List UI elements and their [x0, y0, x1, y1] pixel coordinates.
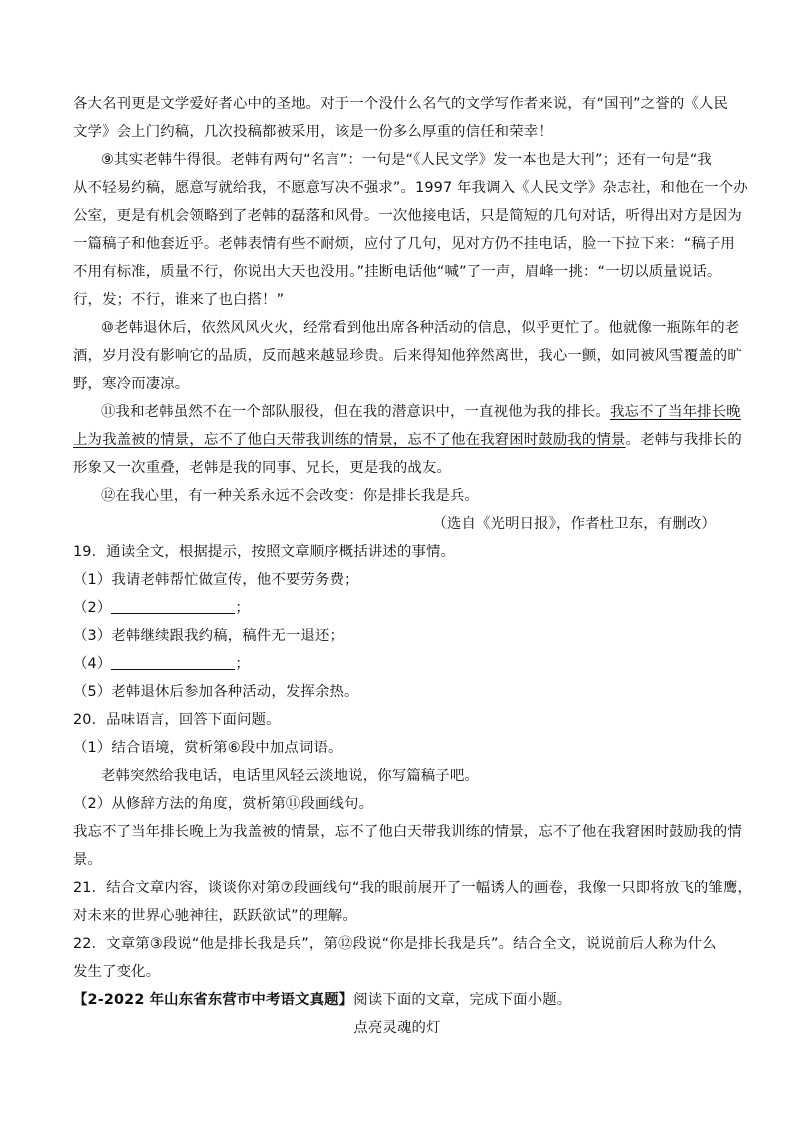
paragraph-12-line: ⑫在我心里，有一种关系永远不会改变：你是排长我是兵。: [101, 488, 480, 504]
answer-blank[interactable]: [111, 655, 235, 670]
underlined-sentence: 上为我盖被的情景，忘不了他白天带我训练的情景，忘不了他在我窘困时鼓励我的情景: [73, 432, 626, 448]
question-19-item-3: （3）老韩继续跟我约稿，稿件无一退还；: [73, 628, 345, 644]
question-19-item-1: （1）我请老韩帮忙做宣传，他不要劳务费；: [73, 572, 359, 588]
paragraph-line: 野，寒冷而凄凉。: [73, 376, 190, 392]
question-22: 22．文章第③段说“他是排长我是兵”，第⑫段说“你是排长我是兵”。结合全文，说说前后人称为什么: [73, 936, 717, 952]
question-19: 19．通读全文，根据提示，按照文章顺序概括讲述的事情。: [73, 544, 456, 560]
question-19-item-4: [73, 654, 723, 674]
question-22: 发生了变化。: [73, 964, 161, 980]
question-20-quote-2: 景。: [73, 852, 103, 868]
paragraph-line: 行，发；不行，谁来了也白搭！”: [73, 292, 285, 308]
question-19-item-2: [73, 598, 723, 618]
paragraph-line: 不用有标准，质量不行，你说出大天也没用。”挂断电话他“喊”了一声，眉峰一挑：“一切以质量说话。: [73, 264, 722, 280]
paragraph-line: [73, 430, 742, 450]
question-20-item-1: （1）结合语境，赏析第⑥段中加点词语。: [73, 740, 343, 756]
paragraph-11-line: [101, 402, 741, 422]
paragraph-line: 各大名刊更是文学爱好者心中的圣地。对于一个没什么名气的文学写作者来说，有“国刊”之誉的《人民: [73, 96, 729, 112]
plain-text: ⑪我和老韩虽然不在一个部队服役，但在我的潜意识中，一直视他为我的排长。: [101, 404, 610, 420]
source-tag: 【2-2022 年山东省东营市中考语文真题】: [73, 992, 354, 1008]
question-20-item-2: （2）从修辞方法的角度，赏析第⑪段画线句。: [73, 796, 374, 812]
article-title: 点亮灵魂的灯: [353, 1020, 441, 1036]
plain-text: 。老韩与我排长的: [625, 432, 742, 448]
question-21: 21．结合文章内容，谈谈你对第⑦段画线句“我的眼前展开了一幅诱人的画卷，我像一只即将放飞的雏鹰，: [73, 880, 753, 896]
paragraph-line: 一篇稿子和他套近乎。老韩表情有些不耐烦，应付了几句，见对方仍不挂电话，脸一下拉下来：“稿子用: [73, 236, 735, 252]
paragraph-line: 公室，更是有机会领略到了老韩的磊落和风骨。一次他接电话，只是简短的几句对话，听得出对方是因为: [73, 208, 742, 224]
question-20: 20．品味语言，回答下面问题。: [73, 712, 281, 728]
underlined-sentence: 我忘不了当年排长晚: [609, 404, 741, 420]
paragraph-line: 形象又一次重叠，老韩是我的同事、兄长，更是我的战友。: [73, 460, 452, 476]
paragraph-9-line: ⑨其实老韩牛得很。老韩有两句“名言”：一句是“《人民文学》发一本也是大刊”；还有一句是“我: [101, 152, 712, 168]
question-20-quote-1: 老韩突然给我电话，电话里风轻云淡地说，你写篇稿子吧。: [101, 768, 480, 784]
instruction-text: 阅读下面的文章，完成下面小题。: [353, 992, 572, 1008]
item-punct: ；: [235, 656, 250, 672]
paragraph-line: 从不轻易约稿，愿意写就给我，不愿意写决不强求”。1997 年我调入《人民文学》杂志社，和他在一个办: [73, 180, 748, 196]
item-punct: ；: [235, 600, 250, 616]
paragraph-line: 酒，岁月没有影响它的品质，反而越来越显珍贵。后来得知他猝然离世，我心一颤，如同被风雪覆盖的旷: [73, 348, 742, 364]
question-20-quote-2: 我忘不了当年排长晚上为我盖被的情景，忘不了他白天带我训练的情景，忘不了他在我窘困时鼓励我的情: [73, 824, 742, 840]
item-number: （2）: [73, 600, 112, 616]
item-number: （4）: [73, 656, 112, 672]
paragraph-10-line: ⑩老韩退休后，依然风风火火，经常看到他出席各种活动的信息，似乎更忙了。他就像一瓶陈年的老: [101, 320, 740, 336]
paragraph-line: 文学》会上门约稿，几次投稿都被采用，该是一份多么厚重的信任和荣幸！: [73, 124, 553, 140]
section-header: [73, 990, 723, 1010]
question-19-item-5: （5）老韩退休后参加各种活动，发挥余热。: [73, 684, 359, 700]
question-21: 对未来的世界心驰神往，跃跃欲试”的理解。: [73, 908, 357, 924]
answer-blank[interactable]: [111, 599, 235, 614]
source-citation: （选自《光明日报》，作者杜卫东，有删改）: [432, 516, 716, 532]
